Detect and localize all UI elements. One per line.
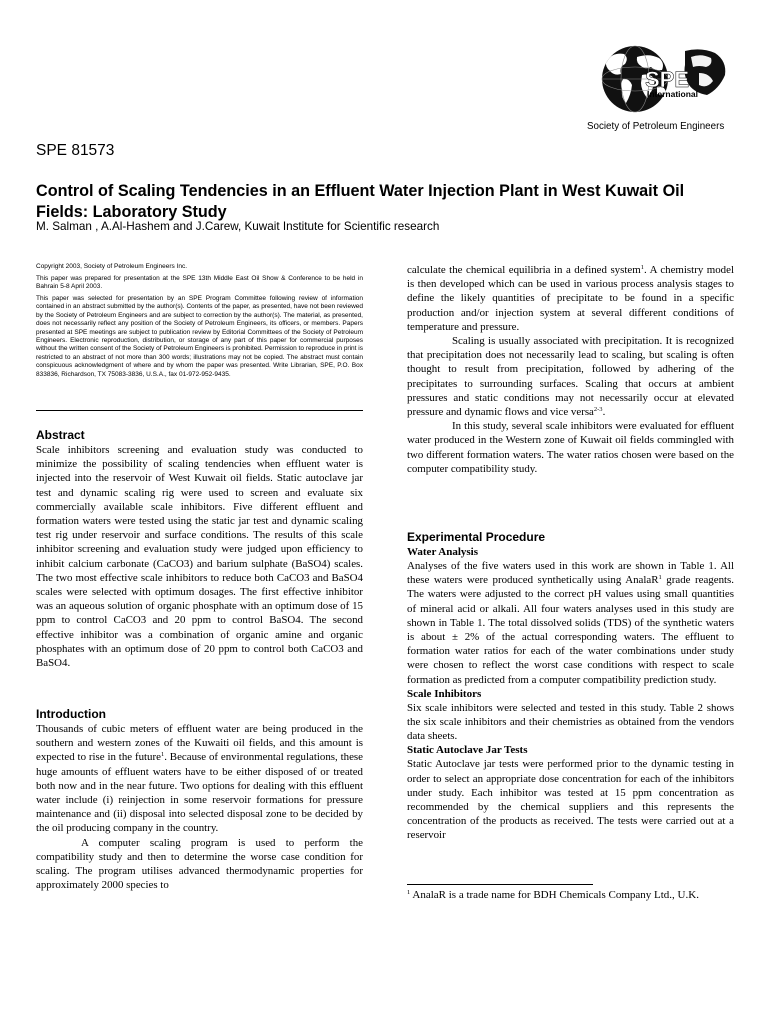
intro-paragraph-1: Thousands of cubic meters of effluent water are being produced in the southern and western zones of the Kuwaiti oil fields, and this amount is expected to rise in the future$^1$. Because of environmental regulations, these huge amounts of effluent waters have to be either disposed of or treated both now and in the near future. Two options for dealing with this effluent water include (i) reinjection in some reservoir formations for pressure maintenance and (ii) disposal into selected disposal zone to be decided by the oil producing company in the country.	[36, 723, 363, 835]
footnote: $^1$ AnalaR is a trade name for BDH Chemicals Company Ltd., U.K.	[407, 889, 699, 901]
svg-text:SPE: SPE	[645, 67, 690, 92]
scale-inhibitors-text: Six scale inhibitors were selected and tested in this study. Table 2 shows the six scale inhibitors and their chemistries as obtained from the vendors data sheets.	[407, 701, 734, 743]
abstract-heading: Abstract	[36, 428, 85, 442]
right-paragraph-1: calculate the chemical equilibria in a defined system$^1$. A chemistry model is then developed which can be used in various process analysis stages to define the likely quantities of precipitate to be found in a specific production and/or injection system at several different conditions of temperature and pressure.	[407, 264, 734, 333]
right-paragraph-2: Scaling is usually associated with precipitation. It is recognized that precipitation does not necessarily lead to scaling, but scaling is often thought to result from precipitation, followed by adhering of the precipitates to surrounding surfaces. Scaling that occurs at ambient pressures and static conditions may not necessarily occur at elevated pressure and dynamic flows and vice versa$^{2-3}$.	[407, 335, 734, 419]
static-jar-tests-text: Static Autoclave jar tests were performed prior to the dynamic testing in order to select an appropriate dose concentration for each of the inhibitors under study. Each inhibitor was tested at 15 ppm concentration as recommended by the chemical suppliers and this represents the concentration of the products as received. The tests were carried out at a reservoir	[407, 758, 734, 842]
water-analysis-text: Analyses of the five waters used in this work are shown in Table 1. All these waters were produced synthetically using AnalaR$^1$ grade reagents. The waters were adjusted to the correct pH values using small quantities of mineral acid or alkali. All four waters analyses used in this study are shown in Table 1. The total dissolved solids (TDS) of the synthetic waters is about ± 2% of the actual corresponding waters. The effluent to formation water ratios for each of the water combinations under study were chosen to reflect the worst case conditions with respect to scale formation as predicted from a computer compatibility prediction study.	[407, 560, 734, 686]
scale-inhibitors-heading: Scale Inhibitors	[407, 687, 482, 700]
selection-note: This paper was selected for presentation by an SPE Program Committee following review of information contained in an abstract submitted by the author(s). Contents of the paper, as presented, have not been reviewed by the Society of Petroleum Engineers and are subject to correction by the author(s). The material, as presented, does not necessarily reflect any position of the Society of Petroleum Engineers, its officers, or members. Papers presented at SPE meetings are subject to publication review by Editorial Committees of the Society of Petroleum Engineers. Electronic reproduction, distribution, or storage of any part of this paper for commercial purposes without the written consent of the Society of Petroleum Engineers is prohibited. Permission to reproduce in print is restricted to an abstract of not more than 300 words; illustrations may not be copied. The abstract must contain conspicuous acknowledgment of where and by whom the paper was presented. Write Librarian, SPE, P.O. Box 833836, Richardson, TX 75083-3836, U.S.A., fax 01-972-952-9435.	[36, 295, 363, 378]
copyright-notice	[36, 263, 363, 382]
svg-text:International: International	[647, 89, 699, 99]
static-jar-tests-heading: Static Autoclave Jar Tests	[407, 744, 528, 757]
intro-paragraph-2: A computer scaling program is used to perform the compatibility study and then to determine the worse case condition for scaling. The program utilises advanced thermodynamic properties for approximately 2000 species to	[36, 836, 363, 892]
water-analysis-heading: Water Analysis	[407, 546, 479, 558]
presentation-note: This paper was prepared for presentation at the SPE 13th Middle East Oil Show & Conference to be held in Bahrain 5-8 April 2003.	[36, 274, 363, 291]
authors: M. Salman , A.Al-Hashem and J.Carew, Kuwait Institute for Scientific research	[36, 220, 440, 233]
right-paragraph-3: In this study, several scale inhibitors were evaluated for effluent water produced in the Western zone of Kuwait oil fields commingled with two different formation waters. The water ratios chosen were based on the computer compatibility study.	[407, 420, 734, 475]
copyright-line: Copyright 2003, Society of Petroleum Engineers Inc.	[36, 263, 188, 270]
footnote-divider	[407, 884, 593, 885]
experimental-heading: Experimental Procedure	[407, 530, 546, 544]
intro-continued	[407, 263, 734, 476]
paper-title: Control of Scaling Tendencies in an Effluent Water Injection Plant in West Kuwait Oil Fields: Laboratory Study	[36, 182, 685, 221]
copyright-divider	[36, 410, 363, 411]
introduction-heading: Introduction	[36, 707, 106, 721]
paper-id: SPE 81573	[36, 142, 115, 159]
abstract-text: Scale inhibitors screening and evaluation study was conducted to minimize the possibility of scaling tendencies when effluent water is injected into the reservoir of West Kuwait oil fields. Static autoclave jar test and dynamic scaling rig were used to screen and evaluate six commercially available scale inhibitors. Five different effluent and formation waters were tested using the static jar test and dynamic scaling test rig under reservoir and surface conditions. The results of this scale inhibitor screening and evaluation study were judged upon efficiency to inhibit calcium carbonate (CaCO3) and barium sulphate (BaSO4) scales. The two most effective scale inhibitors to reduce both CaCO3 and BaSO4 scales were selected with optimum dosages. The first effective inhibitor was an aqueous solution of organic phosphate with an optimum dose of 15 ppm to control CaCO3 and 20 ppm to control BaSO4. The second effective inhibitor was a combination of organic amine and organic phosphates with an optimum dose of 20 ppm to control both CaCO3 and BaSO4.	[36, 444, 363, 670]
experimental-section	[407, 530, 734, 843]
abstract-section	[36, 428, 363, 670]
logo-caption: Society of Petroleum Engineers	[587, 121, 725, 132]
introduction-section	[36, 707, 363, 892]
spe-logo	[579, 43, 735, 135]
